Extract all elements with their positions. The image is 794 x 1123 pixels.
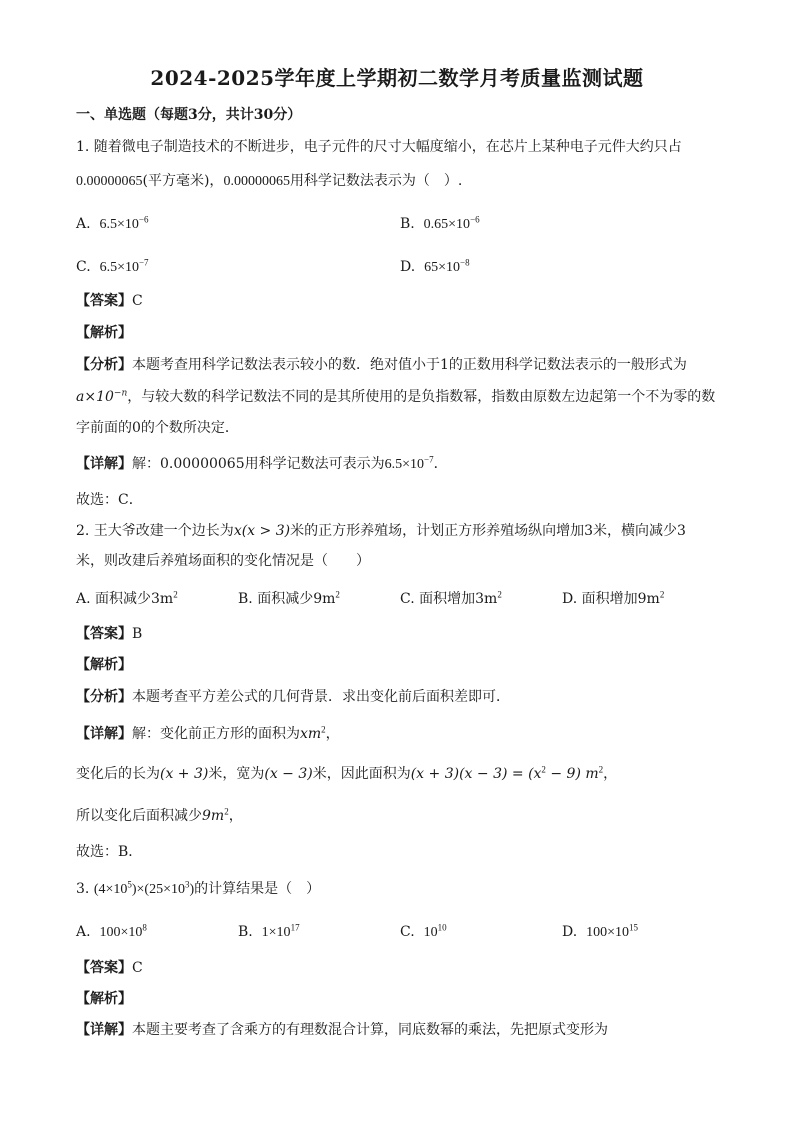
q1-analysis-tag: 【解析】: [76, 325, 132, 341]
q3-detail: 【详解】本题主要考查了含乘方的有理数混合计算，同底数幂的乘法，先把原式变形为: [76, 1022, 608, 1038]
q3-option-b: B. $1\times 10^{17}$: [238, 922, 300, 940]
q1-stem-line2: [76, 171, 462, 192]
q1-option-c: C. $6.5\times 10^{-7}$: [76, 257, 149, 275]
q2-detail-line2: 变化后的长为(x + 3)米，宽为(x − 3)米，因此面积为$(x + 3)(x - 3) = (x^2 - 9)$ $m^2$，: [76, 764, 618, 782]
q2-fenxi: 【分析】本题考查平方差公式的几何背景．求出变化前后面积差即可．: [76, 689, 510, 705]
q2-option-b: B. 面积减少$9m^2$: [238, 589, 340, 607]
q2-option-a: A. 面积减少$3m^2$: [76, 589, 178, 607]
q2-stem-line1: 2. 王大爷改建一个边长为x(x > 3)米的正方形养殖场，计划正方形养殖场纵向增加3米，横向减少3: [76, 523, 686, 539]
q1-option-b: B. $0.65\times 10^{-6}$: [400, 214, 480, 232]
section-heading: 一、单选题（每题3分，共计30分）: [76, 107, 302, 123]
q2-stem-line2: 米，则改建后养殖场面积的变化情况是（ ）: [76, 553, 370, 569]
q2-option-d: D. 面积增加$9m^2$: [562, 589, 665, 607]
q1-fenxi-line1: 【分析】本题考查用科学记数法表示较小的数．绝对值小于1的正数用科学记数法表示的一般形式为: [76, 357, 687, 373]
q2-conclusion: 故选：B．: [76, 844, 143, 860]
q1-answer: 【答案】C: [76, 293, 143, 309]
q2-answer: 【答案】B: [76, 626, 143, 642]
q3-option-d: D. $100\times 10^{15}$: [562, 922, 638, 940]
q1-stem-tail: 用科学记数法表示为（ ）.: [289, 173, 463, 189]
page-title: 2024-2025学年度上学期初二数学月考质量监测试题: [150, 66, 644, 90]
q1-conclusion: 故选：C．: [76, 492, 143, 508]
q3-option-a: A. $100\times 10^8$: [76, 922, 147, 940]
q2-option-c: C. 面积增加$3m^2$: [400, 589, 502, 607]
q1-option-d: D. $65\times 10^{-8}$: [400, 257, 470, 275]
q1-fenxi-line2: $a\times 10^{-n}$，与较大数的科学记数法不同的是其所使用的是负指数幂，指数由原数左边起第一个不为零的数: [76, 388, 716, 405]
q2-detail-line1: 【详解】解：变化前正方形的面积为$xm^2$，: [76, 724, 340, 742]
q1-value-1: 0.00000065: [76, 174, 143, 189]
q1-value-2: 0.00000065: [223, 174, 290, 189]
q1-stem-line1: 1. 随着微电子制造技术的不断进步，电子元件的尺寸大幅度缩小，在芯片上某种电子元件大约只占: [76, 139, 682, 155]
q1-option-a: A. $6.5\times 10^{-6}$: [76, 214, 149, 232]
q1-detail: 【详解】解：0.00000065用科学记数法可表示为$6.5\times 10^{-7}$．: [76, 454, 448, 472]
q3-option-c: C. $10^{10}$: [400, 922, 447, 940]
q2-analysis-tag: 【解析】: [76, 657, 132, 673]
q1-fenxi-line3: 字前面的0的个数所决定．: [76, 420, 239, 436]
q3-analysis-tag: 【解析】: [76, 991, 132, 1007]
q3-answer: 【答案】C: [76, 960, 143, 976]
q1-unit: (平方毫米)，: [142, 173, 224, 189]
q3-stem: 3. $(4\times 10^5)\times(25\times 10^3)$的计算结果是（ ）: [76, 879, 321, 897]
q2-detail-line3: 所以变化后面积减少$9m^2$，: [76, 806, 243, 824]
